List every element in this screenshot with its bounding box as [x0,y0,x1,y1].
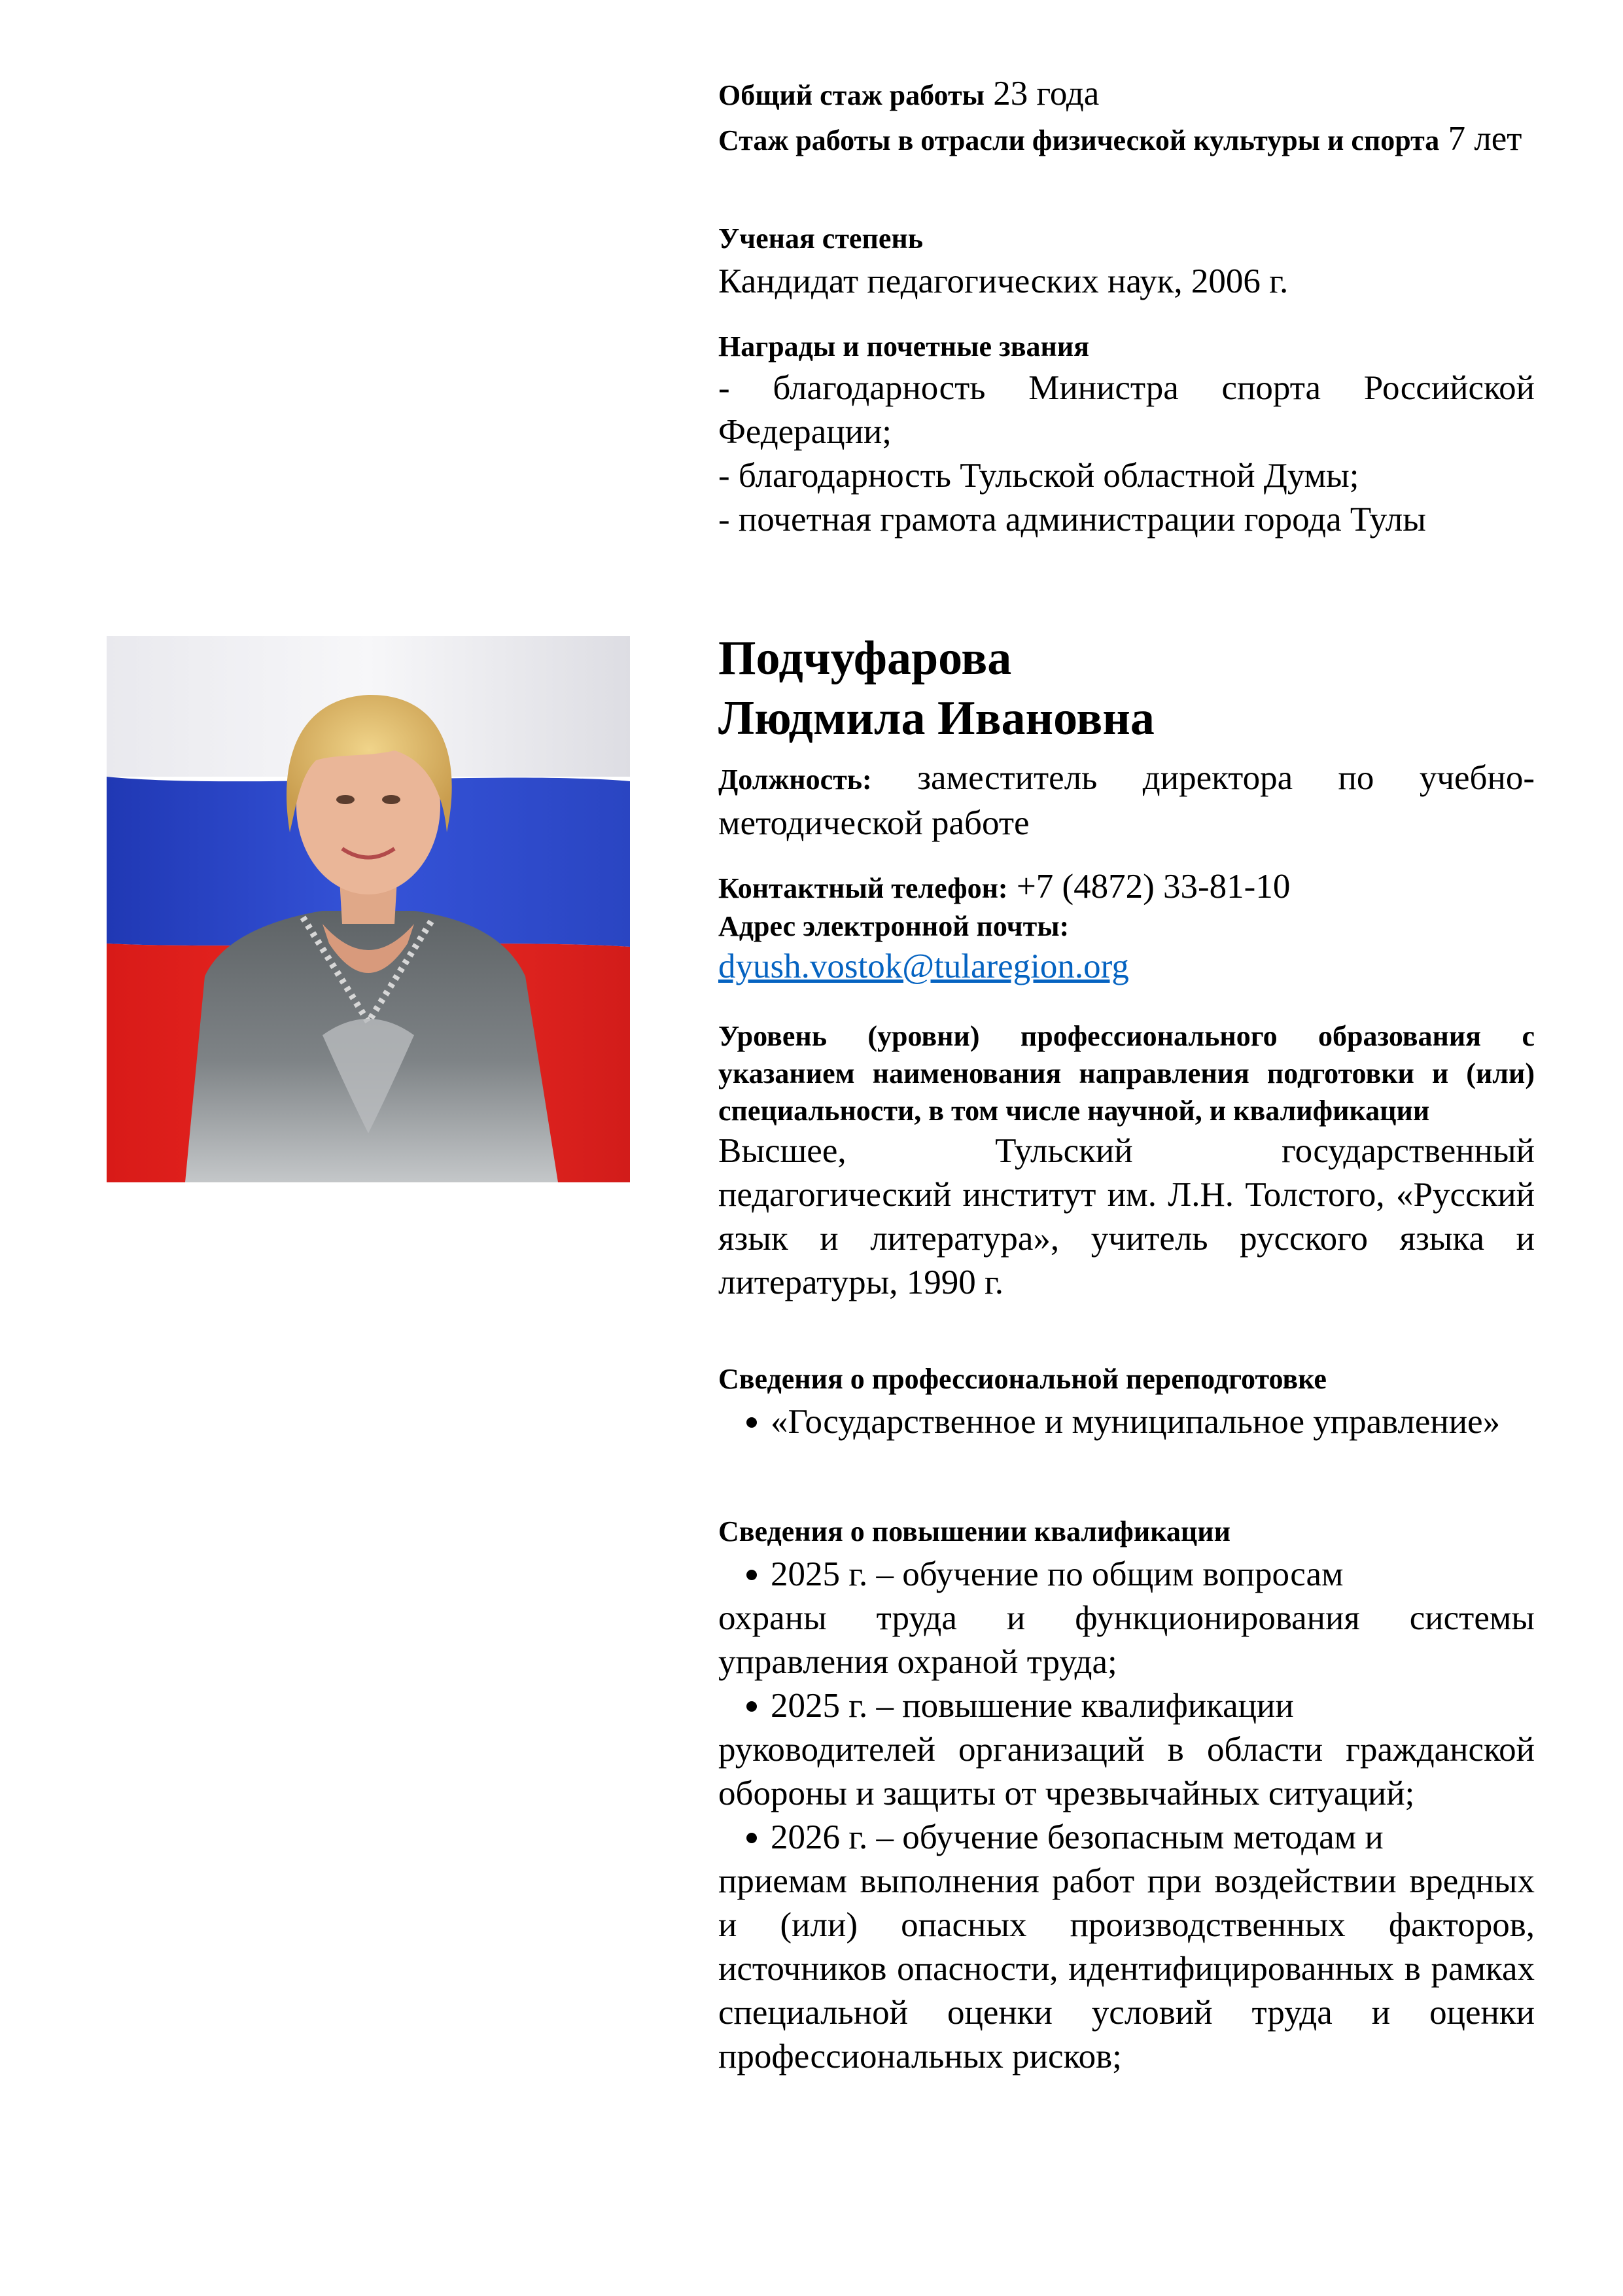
qualification-item-first-line: 2025 г. – обучение по общим вопросам [718,1553,1535,1597]
education-label: Уровень (уровни) профессионального образования с указанием наименования направления подготовки и (или) специальности, в том числе научной, и квалификации [718,1020,1535,1127]
industry-experience [718,117,1535,162]
award-item: - благодарность Тульской областной Думы; [718,457,1359,495]
position-value: заместитель директора по учебно-методической работе [718,759,1535,842]
bullet-icon [746,1417,757,1428]
awards-section [718,328,1535,542]
email-link[interactable]: dyush.vostok@tularegion.org [718,947,1129,985]
retraining-item: «Государственное и муниципальное управление» [718,1400,1535,1444]
person-surname: Подчуфарова [718,631,1012,685]
total-experience [718,72,1535,117]
qualification-item-first-line: 2025 г. – повышение квалификации [718,1684,1535,1728]
retraining-label: Сведения о профессиональной переподготовке [718,1363,1327,1395]
education-section [718,1017,1535,1305]
bullet-icon [746,1833,757,1843]
bullet-icon [746,1570,757,1580]
qualification-item-text: руководителей организаций в области гражданской обороны и защиты от чрезвычайных ситуаций; [718,1731,1535,1812]
industry-experience-label: Стаж работы в отрасли физической культуры и спорта [718,124,1440,156]
qualification-item-text: охраны труда и функционирования системы управления охраной труда; [718,1599,1535,1681]
award-item: - почетная грамота администрации города Тулы [718,501,1426,539]
person-section [718,628,1535,845]
email-label: Адрес электронной почты: [718,910,1070,942]
phone-label: Контактный телефон: [718,872,1008,904]
industry-experience-value: 7 лет [1439,120,1522,158]
award-item: - благодарность Министра спорта Российской Федерации; [718,369,1535,451]
position-label: Должность: [718,764,872,796]
contacts-section [718,867,1535,988]
qualification-item [718,1684,1535,1816]
degree-label: Ученая степень [718,222,923,255]
retraining-section [718,1361,1535,1444]
email-line [718,945,1535,988]
degree-value: Кандидат педагогических наук, 2006 г. [718,262,1289,300]
degree-section [718,221,1535,304]
total-experience-value: 23 года [984,75,1100,113]
qualification-item [718,1816,1535,2079]
qualification-item-text: приемам выполнения работ при воздействии вредных и (или) опасных производственных факторов, источников опасности, идентифицированных в рамках специальной оценки условий труда и оценки профессиональных рисков; [718,1862,1535,2075]
experience-section [718,72,1535,162]
qualification-item-first-line: 2026 г. – обучение безопасным методам и [718,1816,1535,1860]
position [718,756,1535,845]
education-value: педагогический институт им. Л.Н. Толстого, «Русский язык и литература», учитель русского языка и литературы, 1990 г. [718,1176,1535,1301]
total-experience-label: Общий стаж работы [718,79,985,111]
qualification-section [718,1513,1535,2079]
phone [718,867,1535,908]
awards-label: Награды и почетные звания [718,330,1089,362]
qualification-item [718,1553,1535,1684]
portrait-photo [107,636,630,1182]
phone-value: +7 (4872) 33-81-10 [1007,868,1291,906]
person-given-names: Людмила Ивановна [718,692,1155,745]
qualification-label: Сведения о повышении квалификации [718,1515,1230,1547]
bullet-icon [746,1701,757,1712]
education-value-line1: Высшее, Тульский государственный [718,1132,1535,1170]
